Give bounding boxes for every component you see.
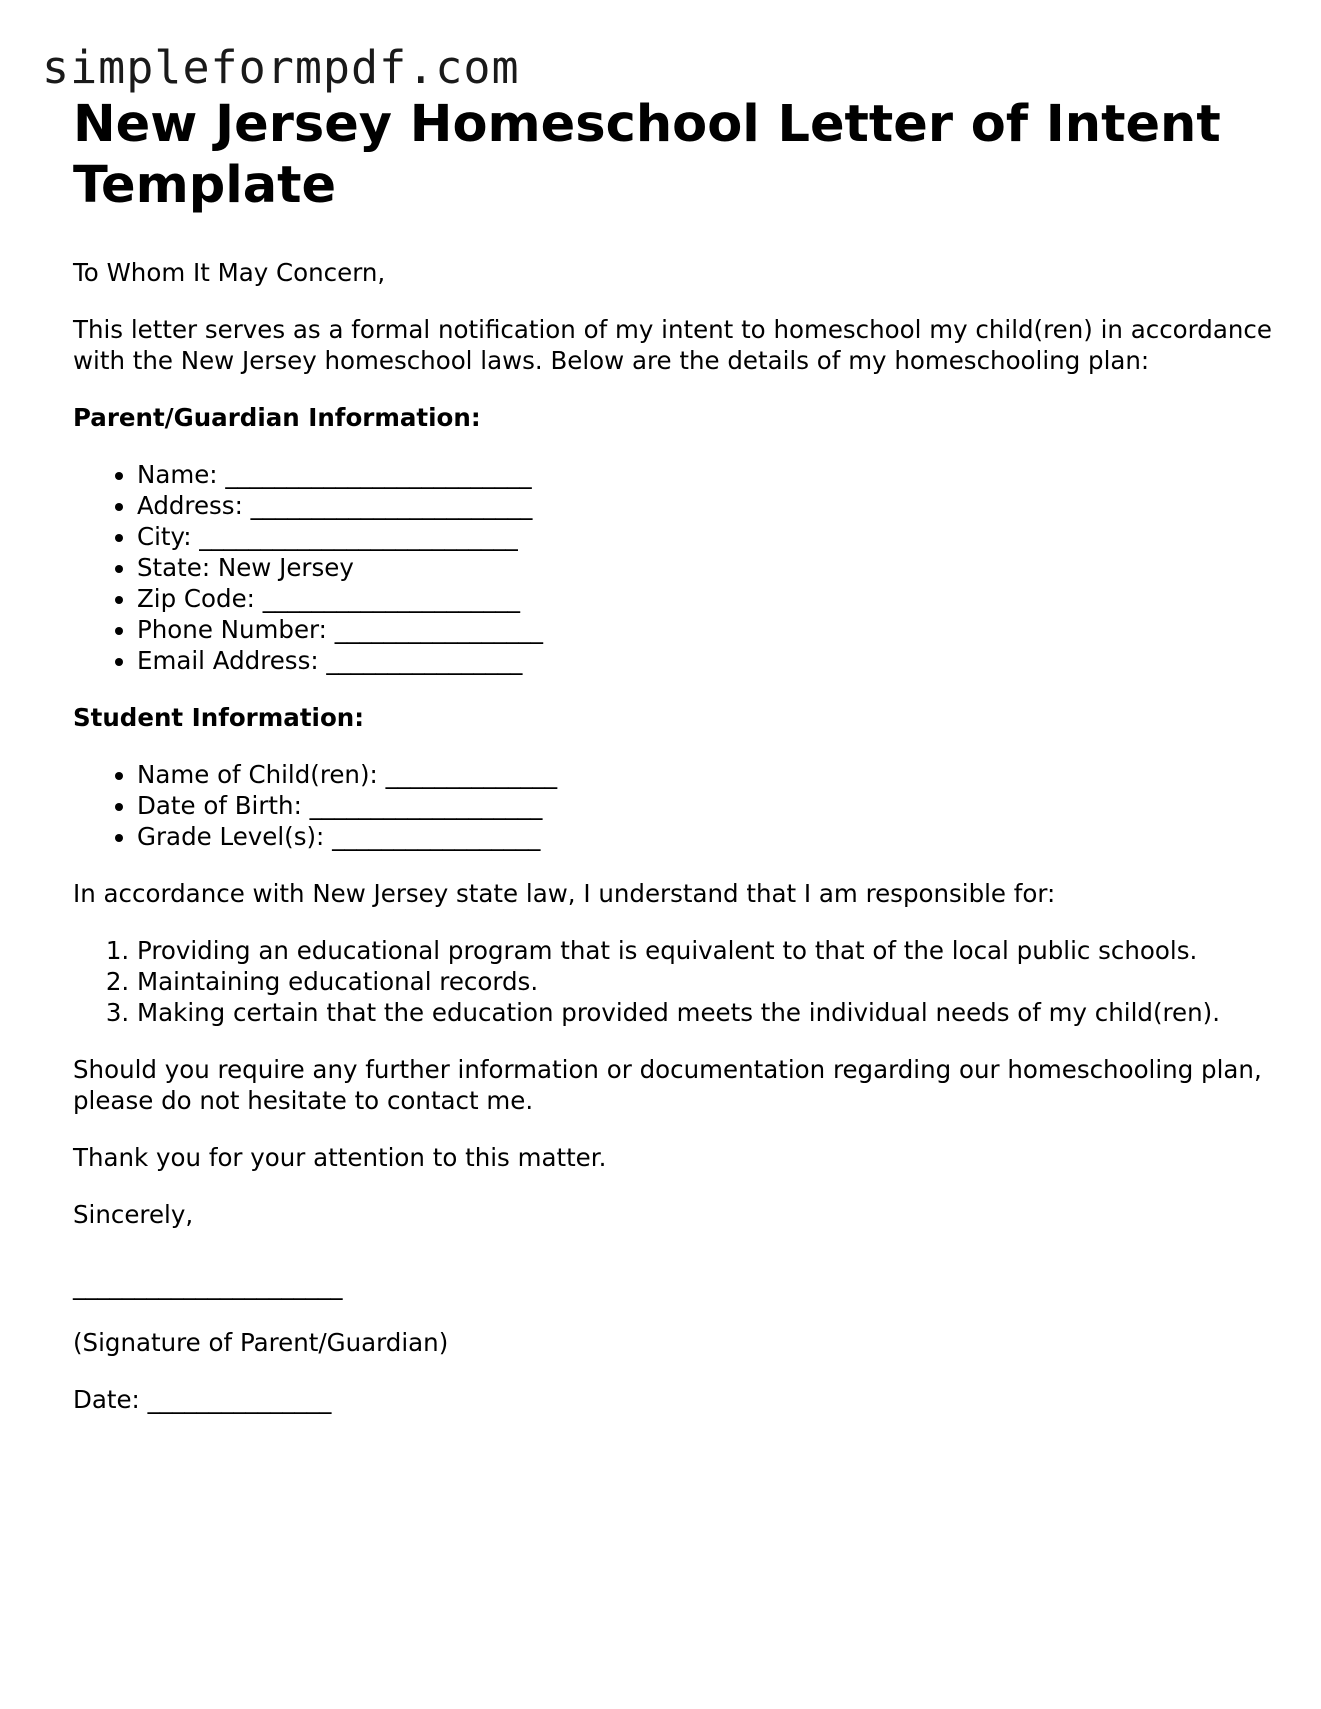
responsibilities-intro: In accordance with New Jersey state law, I understand that I am responsible for: bbox=[73, 879, 1056, 908]
parent-address-field: • Address: _______________________ bbox=[137, 490, 1273, 521]
parent-email-field: • Email Address: ________________ bbox=[137, 645, 1273, 676]
responsibilities-list bbox=[73, 935, 1227, 1028]
student-dob-field: • Date of Birth: ___________________ bbox=[137, 790, 1273, 821]
greeting: To Whom It May Concern, bbox=[73, 258, 386, 287]
student-grade-field: • Grade Level(s): _________________ bbox=[137, 821, 1273, 852]
sign-off: Sincerely, bbox=[73, 1200, 194, 1229]
parent-info-list bbox=[73, 459, 1273, 676]
responsibility-item: 2. Maintaining educational records. bbox=[137, 966, 1227, 997]
parent-section-heading: Parent/Guardian Information: bbox=[73, 403, 481, 432]
page-title: New Jersey Homeschool Letter of Intent Template bbox=[73, 95, 1221, 215]
watermark: simpleformpdf.com bbox=[42, 41, 520, 94]
parent-phone-field: • Phone Number: _________________ bbox=[137, 614, 1273, 645]
student-section-heading: Student Information: bbox=[73, 703, 365, 732]
responsibility-item: 1. Providing an educational program that is equivalent to that of the local public schools. bbox=[137, 935, 1227, 966]
letter-document bbox=[73, 94, 1273, 1441]
signature-label: (Signature of Parent/Guardian) bbox=[73, 1328, 449, 1357]
parent-city-field: • City: __________________________ bbox=[137, 521, 1273, 552]
thanks-line: Thank you for your attention to this matter. bbox=[73, 1143, 607, 1172]
parent-zip-field: • Zip Code: _____________________ bbox=[137, 583, 1273, 614]
date-line: Date: _______________ bbox=[73, 1385, 332, 1414]
responsibility-item: 3. Making certain that the education provided meets the individual needs of my child(ren). bbox=[137, 997, 1227, 1028]
parent-state-field: • State: New Jersey bbox=[137, 552, 1273, 583]
signature-line: ______________________ bbox=[73, 1271, 343, 1300]
student-name-field: • Name of Child(ren): ______________ bbox=[137, 759, 1273, 790]
parent-name-field: • Name: _________________________ bbox=[137, 459, 1273, 490]
intro-paragraph: This letter serves as a formal notification of my intent to homeschool my child(ren) in accordance with the New Jersey homeschool laws. Below are the details of my homeschooling plan: bbox=[73, 315, 1272, 375]
closing-request: Should you require any further information or documentation regarding our homeschooling plan, please do not hesitate to contact me. bbox=[73, 1055, 1262, 1115]
student-info-list bbox=[73, 759, 1273, 852]
